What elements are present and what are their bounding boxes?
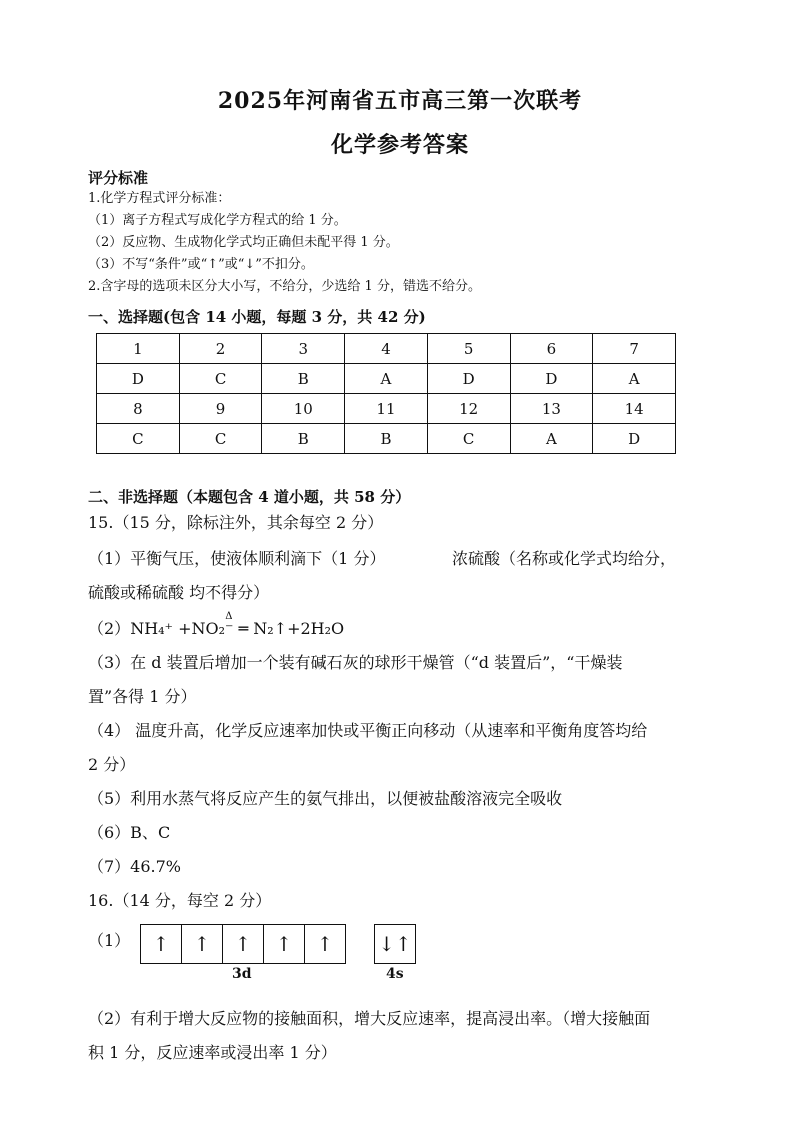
question-number-cell: 13 (510, 394, 593, 424)
orbital-diagram-3d (140, 924, 346, 964)
q15-answer-2-prefix: （2） (88, 619, 131, 638)
question-number-cell: 14 (593, 394, 676, 424)
q15-answer-5: （5）利用水蒸气将反应产生的氨气排出，以便被盐酸溶液完全吸收 (88, 789, 563, 808)
orbital-label-3d: 3d (232, 966, 252, 982)
equation-text: NH₄⁺ +NO₂⁻ ═ N₂↑+2H₂O (130, 619, 345, 638)
question-number-row (97, 394, 676, 424)
section-2-heading: 二、非选择题（本题包含 4 道小题，共 58 分） (88, 488, 411, 506)
answer-cell: C (179, 424, 262, 454)
answer-cell: B (262, 424, 345, 454)
answer-cell: D (427, 364, 510, 394)
question-number-cell: 12 (427, 394, 510, 424)
answer-cell: A (510, 424, 593, 454)
page-title: 2025年河南省五市高三第一次联考 (217, 88, 583, 114)
section-1-heading: 一、选择题(包含 14 小题，每题 3 分，共 42 分) (88, 308, 426, 326)
answer-table (96, 333, 676, 454)
grading-rule-1c: （3）不写“条件”或“↑”或“↓”不扣分。 (88, 257, 314, 272)
orbital-box: ↓↑ (378, 932, 412, 956)
question-number-cell: 3 (262, 334, 345, 364)
answer-cell: C (427, 424, 510, 454)
q15-answer-3: （3）在 d 装置后增加一个装有碱石灰的球形干燥管（“d 装置后”，“干燥装 (88, 653, 623, 672)
answer-cell: D (510, 364, 593, 394)
heating-condition-symbol: Δ (225, 611, 233, 622)
q15-answer-4-cont: 2 分） (88, 755, 136, 774)
q15-answer-1-left: （1）平衡气压，使液体顺利滴下（1 分） (88, 549, 386, 568)
orbital-box: ↑ (141, 925, 182, 963)
question-number-cell: 7 (593, 334, 676, 364)
question-number-cell: 10 (262, 394, 345, 424)
answer-cell: B (345, 424, 428, 454)
q16-answer-2-cont: 积 1 分，反应速率或浸出率 1 分） (88, 1043, 337, 1062)
question-number-cell: 2 (179, 334, 262, 364)
q15-answer-1-right: 浓硫酸（名称或化学式均给分， (452, 549, 677, 568)
answer-cell: D (593, 424, 676, 454)
answer-cell: C (179, 364, 262, 394)
grading-rule-1: 1.化学方程式评分标准： (88, 191, 231, 206)
question-number-cell: 1 (97, 334, 180, 364)
reaction-equation (130, 611, 345, 640)
q15-answer-7: （7）46.7% (88, 857, 182, 876)
q15-answer-2 (88, 611, 345, 640)
grading-rule-2: 2.含字母的选项未区分大小写，不给分，少选给 1 分，错选不给分。 (88, 279, 481, 294)
orbital-diagram-4s (374, 924, 416, 964)
orbital-box: ↑ (223, 925, 264, 963)
grading-heading: 评分标准 (88, 169, 149, 187)
q16-answer-2: （2）有利于增大反应物的接触面积，增大反应速率，提高浸出率。（增大接触面 (88, 1009, 651, 1028)
answer-cell: B (262, 364, 345, 394)
page-subtitle: 化学参考答案 (330, 132, 469, 158)
question-number-row (97, 334, 676, 364)
question-number-cell: 9 (179, 394, 262, 424)
orbital-box: ↑ (316, 932, 334, 956)
question-number-cell: 5 (427, 334, 510, 364)
question-number-cell: 6 (510, 334, 593, 364)
q15-answer-6: （6）B、C (88, 823, 171, 842)
q15-intro: 15.（15 分，除标注外，其余每空 2 分） (88, 513, 384, 532)
answer-cell: A (345, 364, 428, 394)
answer-row (97, 424, 676, 454)
grading-rule-1a: （1）离子方程式写成化学方程式的给 1 分。 (88, 213, 347, 228)
orbital-box: ↑ (264, 925, 305, 963)
orbital-label-4s: 4s (386, 966, 404, 982)
answer-cell: C (97, 424, 180, 454)
grading-rule-1b: （2）反应物、生成物化学式均正确但未配平得 1 分。 (88, 235, 399, 250)
answer-cell: A (593, 364, 676, 394)
question-number-cell: 11 (345, 394, 428, 424)
q16-answer-1-prefix: （1） (88, 931, 131, 950)
q16-intro: 16.（14 分，每空 2 分） (88, 891, 272, 910)
question-number-cell: 4 (345, 334, 428, 364)
q15-answer-4: （4） 温度升高，化学反应速率加快或平衡正向移动（从速率和平衡角度答均给 (88, 721, 648, 740)
question-number-cell: 8 (97, 394, 180, 424)
answer-row (97, 364, 676, 394)
answer-cell: D (97, 364, 180, 394)
q15-answer-3-cont: 置”各得 1 分） (88, 687, 197, 706)
orbital-box: ↑ (182, 925, 223, 963)
q15-answer-1-cont: 硫酸或稀硫酸 均不得分） (88, 583, 270, 602)
